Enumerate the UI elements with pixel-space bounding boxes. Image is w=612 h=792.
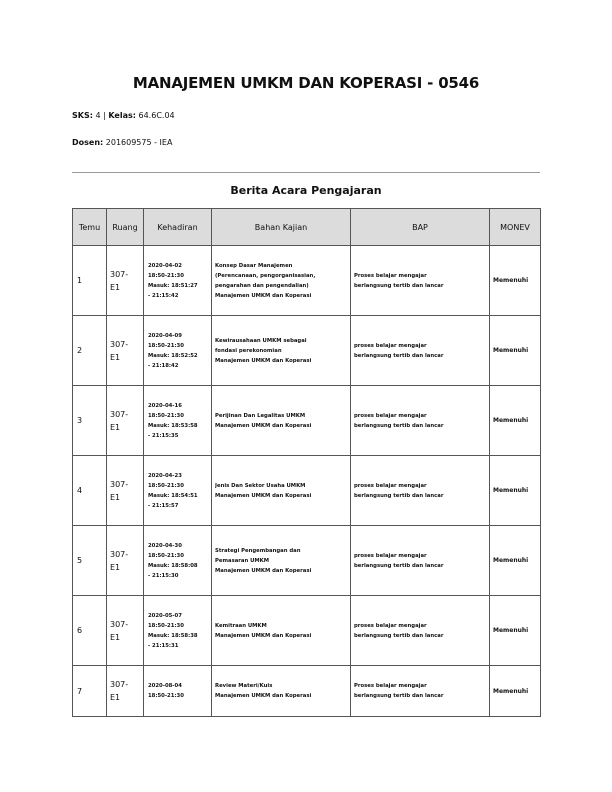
bahan-line: Konsep Dasar Manajemen — [215, 262, 293, 269]
kehadiran-line: - 21:15:57 — [148, 502, 179, 509]
column-header-temu: Temu — [73, 209, 107, 246]
bap-line: berlangsung tertib dan lancar — [354, 562, 444, 569]
cell-bap — [351, 246, 490, 316]
bap-line: proses belajar mengajar — [354, 482, 427, 489]
ruang-line: 307- — [110, 479, 129, 489]
bap-line: berlangsung tertib dan lancar — [354, 632, 444, 639]
table-row — [73, 316, 541, 386]
table-body — [73, 246, 541, 717]
bahan-line: Manajemen UMKM dan Koperasi — [215, 292, 312, 299]
bahan-line: Kewirausahaan UMKM sebagai — [215, 337, 307, 344]
dosen-value: 201609575 - IEA — [105, 138, 173, 147]
cell-temu: 7 — [73, 666, 107, 717]
ruang-line: E1 — [110, 492, 121, 502]
course-title: MANAJEMEN UMKM DAN KOPERASI - 0546 — [132, 74, 480, 92]
table-row — [73, 386, 541, 456]
separator: | — [103, 111, 106, 120]
ruang-line: E1 — [110, 352, 121, 362]
bahan-line: Manajemen UMKM dan Koperasi — [215, 632, 312, 639]
bahan-line: Strategi Pengembangan dan — [215, 547, 301, 554]
kehadiran-line: 2020-04-23 — [148, 472, 182, 479]
cell-temu: 4 — [73, 456, 107, 526]
cell-kehadiran — [144, 526, 212, 596]
kehadiran-line: Masuk: 18:51:27 — [148, 282, 198, 289]
bap-line: proses belajar mengajar — [354, 342, 427, 349]
bap-line: berlangsung tertib dan lancar — [354, 492, 444, 499]
cell-monev: Memenuhi — [490, 456, 541, 526]
bahan-line: pengarahan dan pengendalian) — [215, 282, 309, 289]
bahan-line: Kemitraan UMKM — [215, 622, 267, 629]
bap-line: proses belajar mengajar — [354, 622, 427, 629]
kehadiran-line: 2020-04-30 — [148, 542, 182, 549]
cell-bahan-kajian — [212, 316, 351, 386]
teaching-report-table — [72, 208, 541, 717]
kehadiran-line: 2020-04-02 — [148, 262, 182, 269]
bap-line: berlangsung tertib dan lancar — [354, 282, 444, 289]
ruang-line: E1 — [110, 282, 121, 292]
cell-bap — [351, 666, 490, 717]
cell-bap — [351, 386, 490, 456]
bap-line: berlangsung tertib dan lancar — [354, 352, 444, 359]
cell-temu: 2 — [73, 316, 107, 386]
kehadiran-line: Masuk: 18:54:51 — [148, 492, 198, 499]
cell-bahan-kajian — [212, 526, 351, 596]
cell-kehadiran — [144, 596, 212, 666]
cell-bap — [351, 316, 490, 386]
cell-monev: Memenuhi — [490, 316, 541, 386]
cell-temu: 6 — [73, 596, 107, 666]
kelas-value: 64.6C.04 — [138, 111, 175, 120]
course-info — [72, 111, 175, 120]
kehadiran-line: - 21:15:30 — [148, 572, 179, 579]
bahan-line: Manajemen UMKM dan Koperasi — [215, 693, 312, 699]
ruang-line: E1 — [110, 632, 121, 642]
kehadiran-line: 18:50-21:30 — [148, 622, 184, 629]
cell-bap — [351, 526, 490, 596]
kehadiran-line: 18:50-21:30 — [148, 482, 184, 489]
column-header-bahan-kajian: Bahan Kajian — [212, 209, 351, 246]
bap-line: berlangsung tertib dan lancar — [354, 693, 444, 699]
table-row — [73, 596, 541, 666]
bap-line: proses belajar mengajar — [354, 552, 427, 559]
bahan-line: Manajemen UMKM dan Koperasi — [215, 567, 312, 574]
ruang-line: 307- — [110, 680, 129, 689]
kehadiran-line: Masuk: 18:58:38 — [148, 632, 198, 639]
cell-ruang — [107, 456, 144, 526]
kehadiran-line: 18:50-21:30 — [148, 693, 184, 699]
ruang-line: 307- — [110, 269, 129, 279]
cell-monev: Memenuhi — [490, 386, 541, 456]
table-row — [73, 456, 541, 526]
bahan-line: Review Materi/Kuis — [215, 683, 273, 689]
kehadiran-line: 18:50-21:30 — [148, 412, 184, 419]
cell-ruang — [107, 246, 144, 316]
cell-kehadiran — [144, 666, 212, 717]
cell-ruang — [107, 596, 144, 666]
bahan-line: Perijinan Dan Legalitas UMKM — [215, 412, 306, 419]
table-row — [73, 666, 541, 717]
kelas-label: Kelas: — [108, 111, 136, 120]
sks-label: SKS: — [72, 111, 93, 120]
cell-temu: 1 — [73, 246, 107, 316]
cell-monev: Memenuhi — [490, 246, 541, 316]
bahan-line: (Perencanaan, pengorganisasian, — [215, 272, 316, 279]
bap-line: Proses belajar mengajar — [354, 683, 427, 689]
cell-ruang — [107, 386, 144, 456]
cell-kehadiran — [144, 456, 212, 526]
ruang-line: E1 — [110, 562, 121, 572]
bahan-line: Manajemen UMKM dan Koperasi — [215, 357, 312, 364]
kehadiran-line: 2020-05-07 — [148, 612, 182, 619]
bahan-line: Manajemen UMKM dan Koperasi — [215, 422, 312, 429]
kehadiran-line: 18:50-21:30 — [148, 552, 184, 559]
section-title: Berita Acara Pengajaran — [230, 184, 382, 197]
cell-bap — [351, 456, 490, 526]
cell-ruang — [107, 666, 144, 717]
cell-monev: Memenuhi — [490, 596, 541, 666]
ruang-line: 307- — [110, 409, 129, 419]
table-header-row — [73, 209, 541, 246]
kehadiran-line: Masuk: 18:52:52 — [148, 352, 198, 359]
kehadiran-line: - 21:18:42 — [148, 362, 179, 369]
sks-value: 4 — [95, 111, 101, 120]
column-header-monev: MONEV — [490, 209, 541, 246]
bap-line: Proses belajar mengajar — [354, 272, 427, 279]
dosen-label: Dosen: — [72, 138, 104, 147]
bahan-line: Manajemen UMKM dan Koperasi — [215, 492, 312, 499]
cell-monev: Memenuhi — [490, 666, 541, 717]
kehadiran-line: 2020-08-04 — [148, 683, 182, 689]
table-row — [73, 246, 541, 316]
kehadiran-line: 18:50-21:30 — [148, 272, 184, 279]
bap-line: berlangsung tertib dan lancar — [354, 422, 444, 429]
cell-bahan-kajian — [212, 596, 351, 666]
cell-bahan-kajian — [212, 456, 351, 526]
bahan-line: fondasi perekonomian — [215, 347, 282, 354]
divider — [72, 172, 540, 173]
bap-line: proses belajar mengajar — [354, 412, 427, 419]
kehadiran-line: Masuk: 18:53:58 — [148, 422, 198, 429]
ruang-line: 307- — [110, 549, 129, 559]
cell-kehadiran — [144, 386, 212, 456]
cell-ruang — [107, 316, 144, 386]
cell-temu: 3 — [73, 386, 107, 456]
ruang-line: 307- — [110, 339, 129, 349]
cell-bahan-kajian — [212, 246, 351, 316]
column-header-bap: BAP — [351, 209, 490, 246]
ruang-line: E1 — [110, 693, 121, 702]
kehadiran-line: 2020-04-09 — [148, 332, 182, 339]
cell-bahan-kajian — [212, 386, 351, 456]
kehadiran-line: - 21:15:31 — [148, 642, 179, 649]
ruang-line: E1 — [110, 422, 121, 432]
cell-temu: 5 — [73, 526, 107, 596]
lecturer-info — [72, 138, 172, 147]
cell-bahan-kajian — [212, 666, 351, 717]
ruang-line: 307- — [110, 619, 129, 629]
table-row — [73, 526, 541, 596]
bahan-line: Pemasaran UMKM — [215, 557, 270, 564]
bahan-line: Jenis Dan Sektor Usaha UMKM — [215, 482, 306, 489]
kehadiran-line: 18:50-21:30 — [148, 342, 184, 349]
kehadiran-line: - 21:15:42 — [148, 292, 179, 299]
cell-kehadiran — [144, 246, 212, 316]
kehadiran-line: Masuk: 18:58:08 — [148, 562, 198, 569]
cell-kehadiran — [144, 316, 212, 386]
kehadiran-line: 2020-04-16 — [148, 402, 182, 409]
cell-monev: Memenuhi — [490, 526, 541, 596]
column-header-ruang: Ruang — [107, 209, 144, 246]
kehadiran-line: - 21:15:35 — [148, 432, 179, 439]
column-header-kehadiran: Kehadiran — [144, 209, 212, 246]
cell-ruang — [107, 526, 144, 596]
cell-bap — [351, 596, 490, 666]
